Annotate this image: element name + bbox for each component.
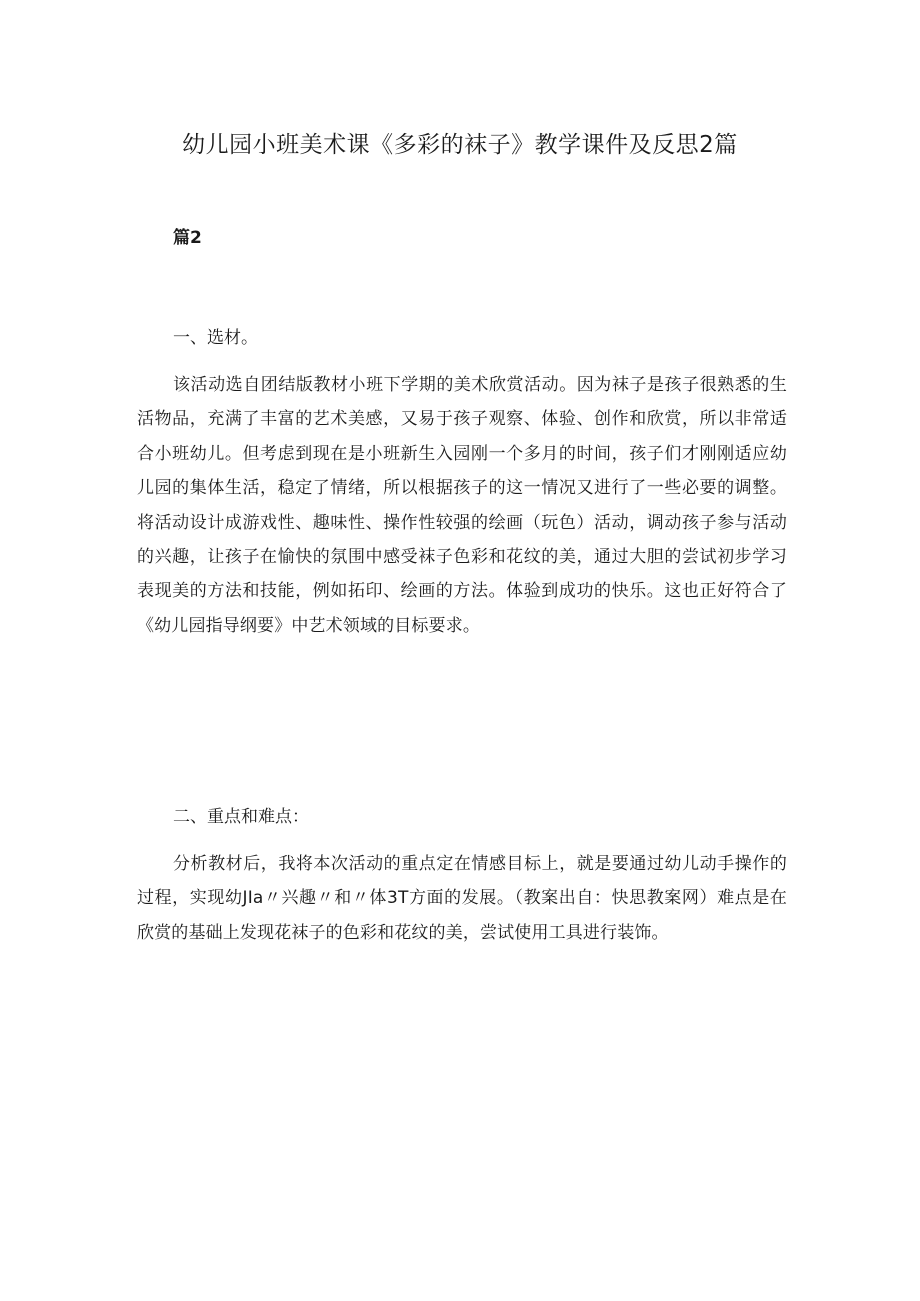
section-label: 篇2 — [173, 228, 202, 248]
heading-key-points: 二、重点和难点： — [173, 807, 309, 827]
document-title: 幼儿园小班美术课《多彩的袜子》教学课件及反思2篇 — [182, 132, 738, 158]
paragraph-material-selection: 该活动选自团结版教材小班下学期的美术欣赏活动。因为袜子是孩子很熟悉的生活物品，充满了丰富的艺术美感，又易于孩子观察、体验、创作和欣赏，所以非常适合小班幼儿。但考虑到现在是小班新生入园刚一个多月的时间，孩子们才刚刚适应幼儿园的集体生活，稳定了情绪，所以根据孩子的这一情况又进行了一些必要的调整。将活动设计成游戏性、趣味性、操作性较强的绘画（玩色）活动，调动孩子参与活动的兴趣，让孩子在愉快的氛围中感受袜子色彩和花纹的美，通过大胆的尝试初步学习表现美的方法和技能，例如拓印、绘画的方法。体验到成功的快乐。这也正好符合了《幼儿园指导纲要》中艺术领域的目标要求。 — [137, 375, 787, 636]
heading-material-selection: 一、选材。 — [173, 328, 258, 348]
paragraph-key-points: 分析教材后，我将本次活动的重点定在情感目标上，就是要通过幼儿动手操作的过程，实现幼JIa〃兴趣〃和〃体3T方面的发展。（教案出自：快思教案网）难点是在欣赏的基础上发现花袜子的色彩和花纹的美，尝试使用工具进行装饰。 — [137, 854, 787, 943]
